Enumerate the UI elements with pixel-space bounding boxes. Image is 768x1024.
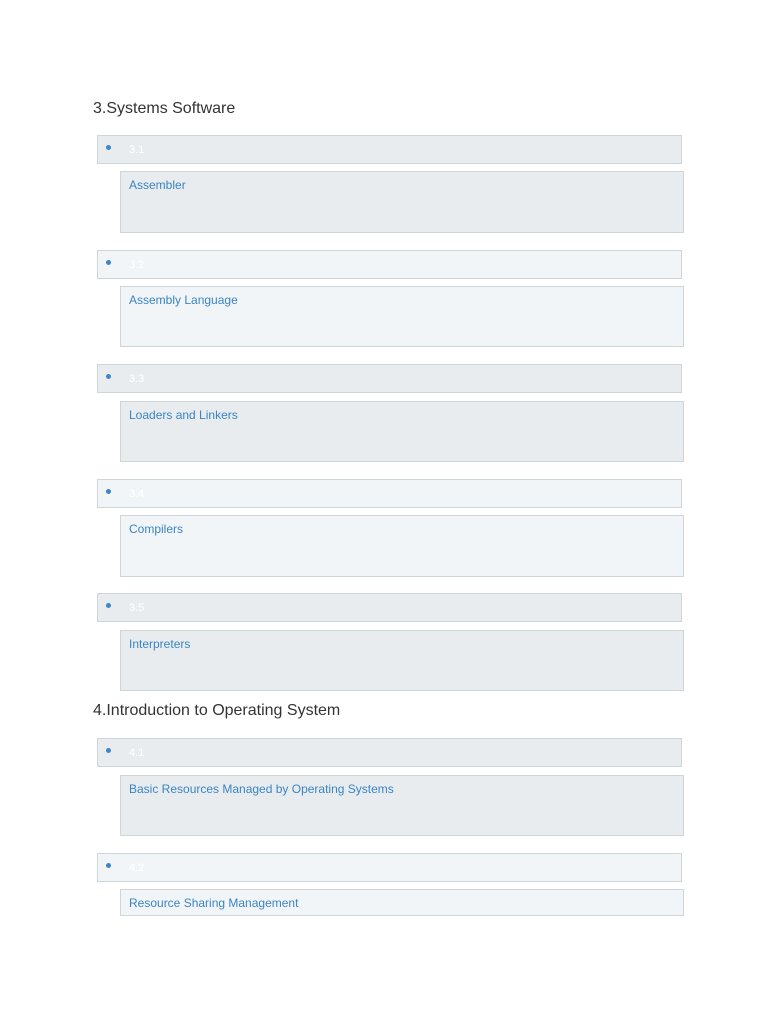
topic-link-compilers[interactable]: Compilers <box>129 522 184 536</box>
list-item-body <box>120 515 684 577</box>
section-title-introduction-to-operating-system: 4.Introduction to Operating System <box>93 702 341 719</box>
list-item-body <box>120 401 684 462</box>
list-item-header <box>97 593 682 622</box>
list-item-header <box>97 853 682 882</box>
list-item-body <box>120 171 684 233</box>
list-item-body <box>120 286 684 347</box>
list-item-header <box>97 479 682 508</box>
list-item-body <box>120 889 684 916</box>
item-number: 3.5 <box>129 602 145 614</box>
bullet-icon <box>106 374 111 379</box>
item-number: 4.2 <box>129 862 145 874</box>
bullet-icon <box>106 863 111 868</box>
list-item-body <box>120 630 684 691</box>
list-item-header <box>97 738 682 767</box>
topic-link-resource-sharing-management[interactable]: Resource Sharing Management <box>129 896 299 910</box>
bullet-icon <box>106 603 111 608</box>
list-item-header <box>97 364 682 393</box>
topic-link-interpreters[interactable]: Interpreters <box>129 637 191 651</box>
item-number: 3.3 <box>129 373 145 385</box>
item-number: 3.2 <box>129 259 145 271</box>
list-item-header <box>97 250 682 279</box>
topic-link-assembler[interactable]: Assembler <box>129 178 186 192</box>
topic-link-basic-resources-managed[interactable]: Basic Resources Managed by Operating Systems <box>129 782 394 796</box>
topic-link-loaders-and-linkers[interactable]: Loaders and Linkers <box>129 408 238 422</box>
topic-link-assembly-language[interactable]: Assembly Language <box>129 293 238 307</box>
list-item-body <box>120 775 684 836</box>
bullet-icon <box>106 260 111 265</box>
bullet-icon <box>106 145 111 150</box>
section-title-systems-software: 3.Systems Software <box>93 100 236 117</box>
list-item-header <box>97 135 682 164</box>
bullet-icon <box>106 489 111 494</box>
item-number: 4.1 <box>129 747 145 759</box>
bullet-icon <box>106 748 111 753</box>
item-number: 3.4 <box>129 488 145 500</box>
item-number: 3.1 <box>129 144 145 156</box>
